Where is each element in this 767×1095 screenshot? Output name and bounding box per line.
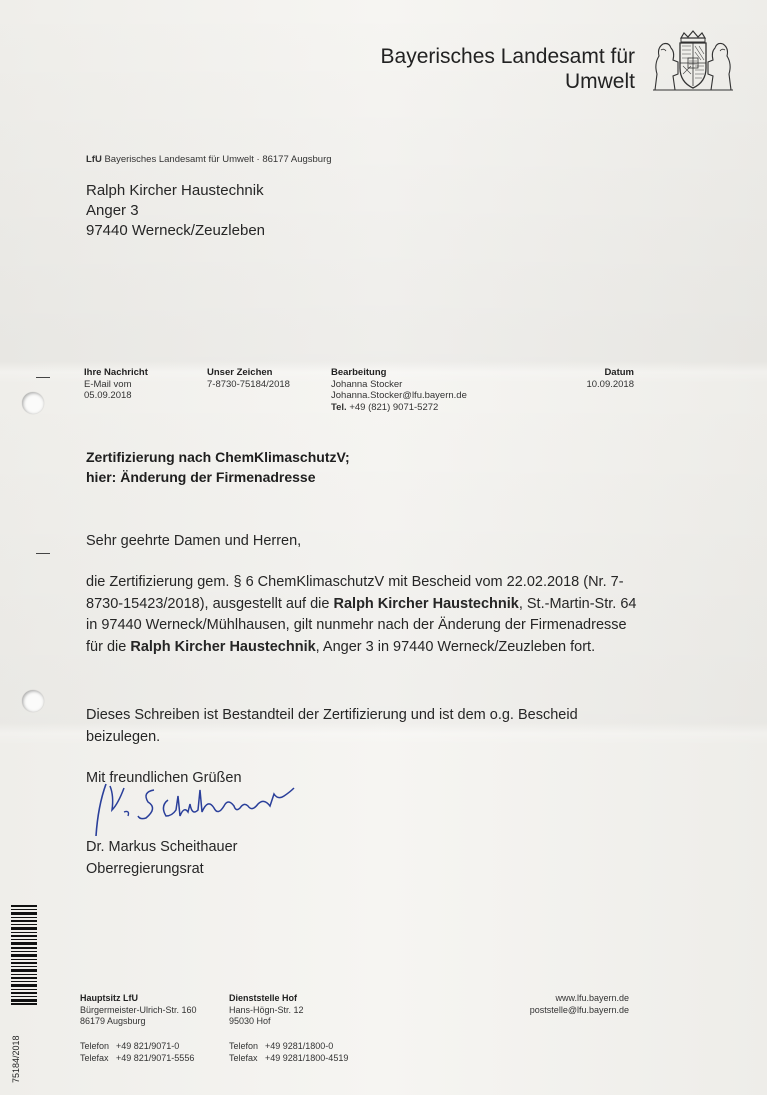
paragraph-1	[86, 572, 646, 658]
agency-name-line1: Bayerisches Landesamt für	[380, 45, 635, 68]
footer-hof-phone	[229, 1041, 348, 1064]
salutation: Sehr geehrte Damen und Herren,	[86, 533, 302, 549]
signer-title: Oberregierungsrat	[86, 861, 204, 877]
bavarian-coat-of-arms-icon	[651, 30, 735, 92]
footer-hof-fax: +49 9281/1800-4519	[265, 1052, 349, 1063]
recipient-address	[86, 181, 265, 241]
paragraph-2	[86, 705, 646, 748]
fold-mark-middle	[36, 553, 50, 554]
footer-hq-fax: +49 821/9071-5556	[116, 1052, 195, 1063]
punch-hole-top	[22, 392, 44, 414]
footer-hof-label: Dienststelle Hof	[229, 993, 298, 1003]
recipient-street: Anger 3	[86, 202, 139, 219]
footer-hof-tel: +49 9281/1800-0	[265, 1041, 334, 1051]
ref-date-value: 10.09.2018	[586, 378, 634, 390]
ref-our-sign	[207, 367, 290, 390]
footer-hq-city: 86179 Augsburg	[80, 1016, 146, 1026]
ref-your-message	[84, 367, 148, 402]
footer-hq-label: Hauptsitz LfU	[80, 993, 138, 1003]
closing: Mit freundlichen Grüßen	[86, 770, 242, 786]
p1-company-new: Ralph Kircher Haustechnik	[130, 638, 316, 655]
ref-your-message-label: Ihre Nachricht	[84, 367, 148, 378]
footer-hq-tel-label: Telefon	[80, 1041, 110, 1051]
p1-company-old: Ralph Kircher Haustechnik	[333, 595, 519, 612]
footer-website-link[interactable]: www.lfu.bayern.de	[555, 993, 629, 1003]
footer-hq-tel: +49 821/9071-0	[116, 1041, 180, 1051]
ref-handler	[331, 367, 467, 413]
recipient-name: Ralph Kircher Haustechnik	[86, 182, 264, 199]
subject	[86, 447, 350, 487]
signer	[86, 836, 238, 880]
footer-office-hof	[229, 993, 304, 1028]
footer-contact	[530, 993, 629, 1016]
footer-hof-street: Hans-Högn-Str. 12	[229, 1004, 304, 1015]
ref-your-message-line1: E-Mail vom	[84, 378, 132, 390]
footer-hof-city: 95030 Hof	[229, 1016, 271, 1026]
footer-headquarters	[80, 993, 197, 1028]
ref-handler-name: Johanna Stocker	[331, 378, 403, 390]
subject-line1: Zertifizierung nach ChemKlimaschutzV;	[86, 449, 350, 465]
ref-handler-tel	[331, 402, 467, 414]
ref-your-message-line2: 05.09.2018	[84, 390, 132, 401]
p2-text: Dieses Schreiben ist Bestandteil der Zertifizierung und ist dem o.g. Bescheid beizulegen.	[86, 707, 578, 745]
punch-hole-bottom	[22, 690, 44, 712]
agency-name	[381, 44, 635, 94]
ref-our-sign-value: 7-8730-75184/2018	[207, 378, 290, 390]
ref-handler-tel-value: +49 (821) 9071-5272	[349, 401, 439, 413]
p1-part-a: die Zertifizierung gem. § 6 ChemKlimaschutzV mit Bescheid vom 22.02.2018 (Nr. 7-8730-15423/2018), ausgestellt auf die	[86, 574, 624, 612]
footer-hq-fax-label: Telefax	[80, 1052, 109, 1063]
agency-name-line2: Umwelt	[564, 70, 635, 93]
p1-part-c: , St.-Martin-Str. 64 in 97440 Werneck/Mühlhausen, gilt nunmehr nach der Änderung der Firmenadresse für die	[86, 595, 637, 655]
recipient-city: 97440 Werneck/Zeuzleben	[86, 222, 266, 239]
return-address-abbr: LfU	[86, 154, 102, 165]
footer-hof-tel-label: Telefon	[229, 1041, 259, 1051]
barcode-number: 75184/2018	[11, 1035, 21, 1083]
ref-handler-label: Bearbeitung	[331, 367, 387, 378]
ref-date	[586, 367, 634, 390]
fold-mark-top	[36, 377, 50, 378]
ref-our-sign-label: Unser Zeichen	[207, 367, 273, 378]
barcode	[11, 905, 37, 1005]
return-address-text: Bayerisches Landesamt für Umwelt · 86177 Augsburg	[104, 154, 332, 165]
ref-date-label: Datum	[604, 367, 634, 378]
signer-name: Dr. Markus Scheithauer	[86, 839, 238, 855]
footer-hq-street: Bürgermeister-Ulrich-Str. 160	[80, 1004, 197, 1015]
ref-handler-email: Johanna.Stocker@lfu.bayern.de	[331, 390, 467, 401]
p1-part-e: , Anger 3 in 97440 Werneck/Zeuzleben fort.	[315, 638, 596, 655]
footer-hq-phone	[80, 1041, 194, 1064]
ref-handler-tel-label: Tel.	[331, 401, 347, 413]
footer-email-link[interactable]: poststelle@lfu.bayern.de	[529, 1004, 629, 1015]
return-address	[86, 154, 332, 165]
footer-hof-fax-label: Telefax	[229, 1052, 258, 1063]
subject-line2: hier: Änderung der Firmenadresse	[86, 469, 316, 485]
